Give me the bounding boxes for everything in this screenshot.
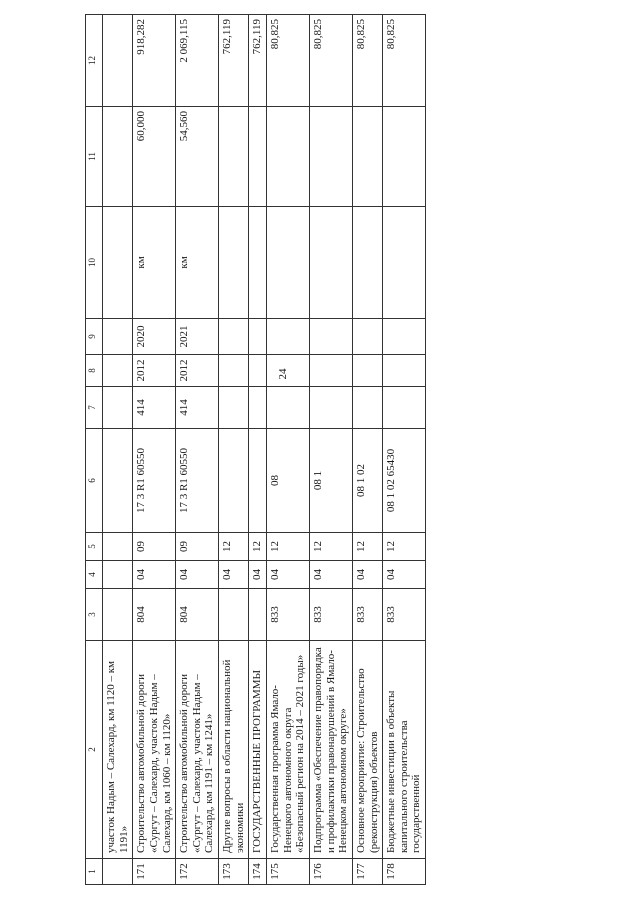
ministry-code-cell: 833: [383, 589, 426, 641]
end-year-cell: [103, 319, 133, 355]
row-number-cell: 178: [383, 859, 426, 885]
column-number-row: [86, 15, 103, 885]
expense-type-code-cell: 414: [176, 387, 219, 429]
capacity-value-cell: [309, 107, 352, 207]
amount-cell: 80,825: [352, 15, 382, 107]
capacity-unit-cell: [103, 207, 133, 319]
capacity-value-cell: [383, 107, 426, 207]
item-name-cell: Строительство автомобильной дороги «Сургут – Салехард, участок Надым – Салехард, км 1191 – км 1241»: [176, 641, 219, 859]
capacity-value-cell: [219, 107, 249, 207]
column-number-4: 4: [86, 561, 103, 589]
row-number-cell: 171: [133, 859, 176, 885]
capacity-unit-cell: [352, 207, 382, 319]
amount-cell: 80,825: [267, 15, 310, 107]
column-number-8: 8: [86, 355, 103, 387]
amount-cell: 918,282: [133, 15, 176, 107]
capacity-value-cell: [267, 107, 310, 207]
capacity-value-cell: 60,000: [133, 107, 176, 207]
end-year-cell: 2021: [176, 319, 219, 355]
table-row: [219, 15, 249, 885]
column-number-5: 5: [86, 533, 103, 561]
column-number-11: 11: [86, 107, 103, 207]
target-article-code-cell: [103, 429, 133, 533]
expense-type-code-cell: [309, 387, 352, 429]
target-article-code-cell: [249, 429, 267, 533]
expense-type-code-cell: [383, 387, 426, 429]
target-article-code-cell: 17 3 R1 60550: [133, 429, 176, 533]
target-article-code-cell: 17 3 R1 60550: [176, 429, 219, 533]
item-name-cell: Другие вопросы в области национальной экономики: [219, 641, 249, 859]
amount-cell: 80,825: [309, 15, 352, 107]
item-name-cell: участок Надым – Салехард, км 1120 – км 1191»: [103, 641, 133, 859]
amount-cell: 762,119: [219, 15, 249, 107]
subsection-code-cell: 09: [133, 533, 176, 561]
start-year-cell: [249, 355, 267, 387]
amount-cell: [103, 15, 133, 107]
capacity-value-cell: [103, 107, 133, 207]
section-code-cell: 04: [176, 561, 219, 589]
page-number: 24: [277, 368, 289, 380]
column-number-12: 12: [86, 15, 103, 107]
capacity-value-cell: 54,560: [176, 107, 219, 207]
row-number-cell: [103, 859, 133, 885]
section-code-cell: 04: [383, 561, 426, 589]
table-row: [103, 15, 133, 885]
expense-type-code-cell: [219, 387, 249, 429]
ministry-code-cell: 804: [133, 589, 176, 641]
capacity-unit-cell: [383, 207, 426, 319]
capacity-unit-cell: км: [176, 207, 219, 319]
target-article-code-cell: 08 1 02 65430: [383, 429, 426, 533]
table-row: [176, 15, 219, 885]
capacity-unit-cell: км: [133, 207, 176, 319]
end-year-cell: 2020: [133, 319, 176, 355]
subsection-code-cell: 12: [249, 533, 267, 561]
budget-table: [85, 14, 426, 885]
subsection-code-cell: 12: [219, 533, 249, 561]
ministry-code-cell: 833: [309, 589, 352, 641]
subsection-code-cell: 09: [176, 533, 219, 561]
subsection-code-cell: 12: [352, 533, 382, 561]
column-number-1: 1: [86, 859, 103, 885]
row-number-cell: 177: [352, 859, 382, 885]
item-name-cell: ГОСУДАРСТВЕННЫЕ ПРОГРАММЫ: [249, 641, 267, 859]
item-name-cell: Бюджетные инвестиции в объекты капитального строительства государственной: [383, 641, 426, 859]
column-number-6: 6: [86, 429, 103, 533]
column-number-3: 3: [86, 589, 103, 641]
target-article-code-cell: 08 1 02: [352, 429, 382, 533]
capacity-unit-cell: [249, 207, 267, 319]
subsection-code-cell: [103, 533, 133, 561]
subsection-code-cell: 12: [309, 533, 352, 561]
column-number-2: 2: [86, 641, 103, 859]
row-number-cell: 173: [219, 859, 249, 885]
table-row: [383, 15, 426, 885]
start-year-cell: [219, 355, 249, 387]
target-article-code-cell: 08 1: [309, 429, 352, 533]
section-code-cell: 04: [219, 561, 249, 589]
section-code-cell: 04: [267, 561, 310, 589]
subsection-code-cell: 12: [267, 533, 310, 561]
target-article-code-cell: 08: [267, 429, 310, 533]
section-code-cell: 04: [133, 561, 176, 589]
capacity-unit-cell: [267, 207, 310, 319]
start-year-cell: [267, 355, 310, 387]
end-year-cell: [249, 319, 267, 355]
subsection-code-cell: 12: [383, 533, 426, 561]
column-number-10: 10: [86, 207, 103, 319]
expense-type-code-cell: [103, 387, 133, 429]
end-year-cell: [309, 319, 352, 355]
ministry-code-cell: 833: [267, 589, 310, 641]
amount-cell: 762,119: [249, 15, 267, 107]
row-number-cell: 172: [176, 859, 219, 885]
row-number-cell: 174: [249, 859, 267, 885]
start-year-cell: [103, 355, 133, 387]
table-row: [352, 15, 382, 885]
section-code-cell: 04: [249, 561, 267, 589]
table-row: [133, 15, 176, 885]
end-year-cell: [267, 319, 310, 355]
expense-type-code-cell: 414: [133, 387, 176, 429]
ministry-code-cell: [103, 589, 133, 641]
item-name-cell: Государственная программа Ямало-Ненецкого автономного округа «Безопасный регион на 2014 – 2021 годы»: [267, 641, 310, 859]
table-row: [309, 15, 352, 885]
end-year-cell: [352, 319, 382, 355]
expense-type-code-cell: [352, 387, 382, 429]
item-name-cell: Основное мероприятие: Строительство (реконструкция) объектов: [352, 641, 382, 859]
column-number-7: 7: [86, 387, 103, 429]
column-number-9: 9: [86, 319, 103, 355]
section-code-cell: [103, 561, 133, 589]
section-code-cell: 04: [352, 561, 382, 589]
amount-cell: 80,825: [383, 15, 426, 107]
target-article-code-cell: [219, 429, 249, 533]
table-row: [249, 15, 267, 885]
row-number-cell: 176: [309, 859, 352, 885]
expense-type-code-cell: [267, 387, 310, 429]
rotated-budget-table-container: [85, 15, 540, 885]
start-year-cell: 2012: [176, 355, 219, 387]
start-year-cell: [383, 355, 426, 387]
ministry-code-cell: [219, 589, 249, 641]
start-year-cell: [309, 355, 352, 387]
item-name-cell: Подпрограмма «Обеспечение правопорядка и профилактики правонарушений в Ямало-Ненецком автономном округе»: [309, 641, 352, 859]
start-year-cell: 2012: [133, 355, 176, 387]
capacity-value-cell: [352, 107, 382, 207]
capacity-unit-cell: [309, 207, 352, 319]
amount-cell: 2 069,115: [176, 15, 219, 107]
item-name-cell: Строительство автомобильной дороги «Сургут – Салехард, участок Надым – Салехард, км 1060 – км 1120»: [133, 641, 176, 859]
ministry-code-cell: [249, 589, 267, 641]
start-year-cell: [352, 355, 382, 387]
section-code-cell: 04: [309, 561, 352, 589]
end-year-cell: [219, 319, 249, 355]
capacity-unit-cell: [219, 207, 249, 319]
table-body: [103, 15, 426, 885]
capacity-value-cell: [249, 107, 267, 207]
row-number-cell: 175: [267, 859, 310, 885]
expense-type-code-cell: [249, 387, 267, 429]
ministry-code-cell: 833: [352, 589, 382, 641]
table-row: [267, 15, 310, 885]
ministry-code-cell: 804: [176, 589, 219, 641]
end-year-cell: [383, 319, 426, 355]
